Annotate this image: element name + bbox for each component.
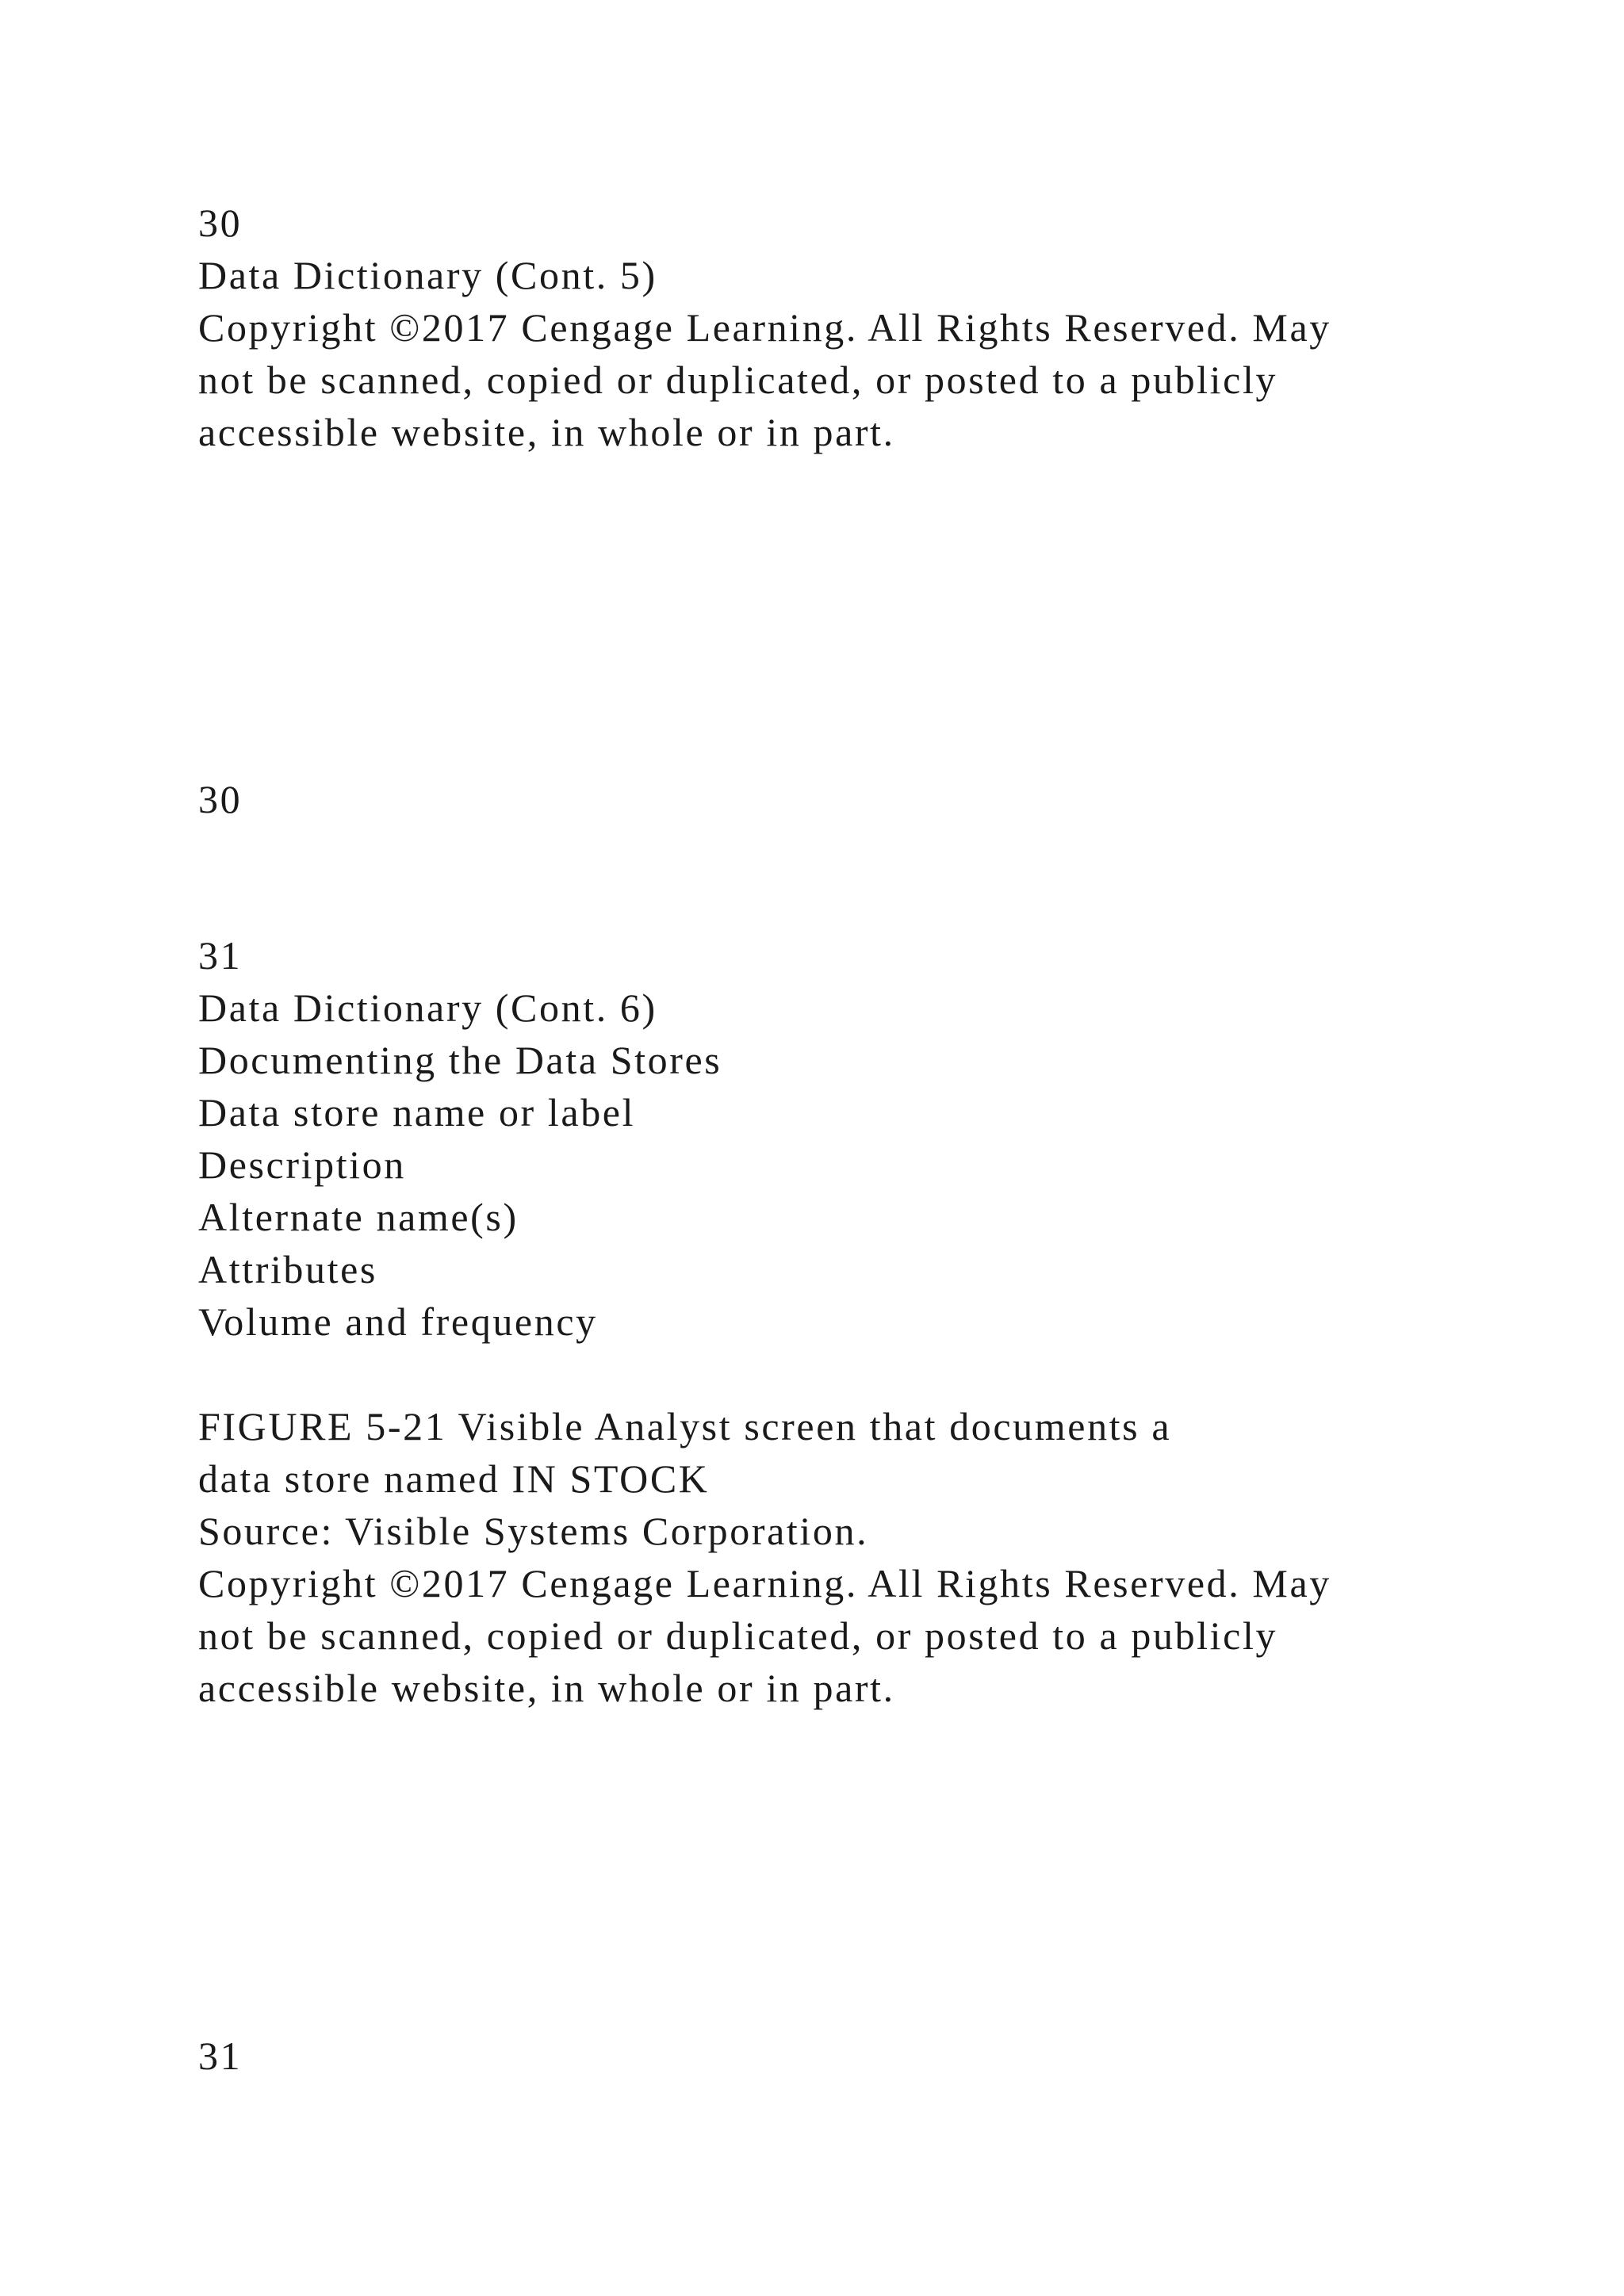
copyright-line: accessible website, in whole or in part. [198, 1666, 895, 1710]
slide-title: Data Dictionary (Cont. 5) [198, 253, 657, 297]
slide-number: 30 [198, 201, 243, 245]
list-item: Alternate name(s) [198, 1195, 519, 1239]
figure-caption: FIGURE 5-21 Visible Analyst screen that documents a [198, 1404, 1172, 1448]
slide-number: 31 [198, 933, 243, 978]
figure-caption: data store named IN STOCK [198, 1456, 710, 1501]
copyright-line: not be scanned, copied or duplicated, or posted to a publicly [198, 1613, 1278, 1658]
slide-title: Data Dictionary (Cont. 6) [198, 985, 657, 1030]
list-item: Attributes [198, 1247, 377, 1292]
page-number: 31 [198, 2034, 243, 2078]
slide-subtitle: Documenting the Data Stores [198, 1038, 722, 1082]
list-item: Data store name or label [198, 1090, 636, 1135]
copyright-line: not be scanned, copied or duplicated, or posted to a publicly [198, 358, 1278, 402]
page-number: 30 [198, 777, 243, 821]
copyright-line: accessible website, in whole or in part. [198, 410, 895, 454]
copyright-line: Copyright ©2017 Cengage Learning. All Rights Reserved. May [198, 305, 1331, 350]
copyright-line: Copyright ©2017 Cengage Learning. All Rights Reserved. May [198, 1561, 1331, 1605]
list-item: Description [198, 1142, 406, 1187]
source-line: Source: Visible Systems Corporation. [198, 1509, 869, 1553]
list-item: Volume and frequency [198, 1299, 598, 1344]
